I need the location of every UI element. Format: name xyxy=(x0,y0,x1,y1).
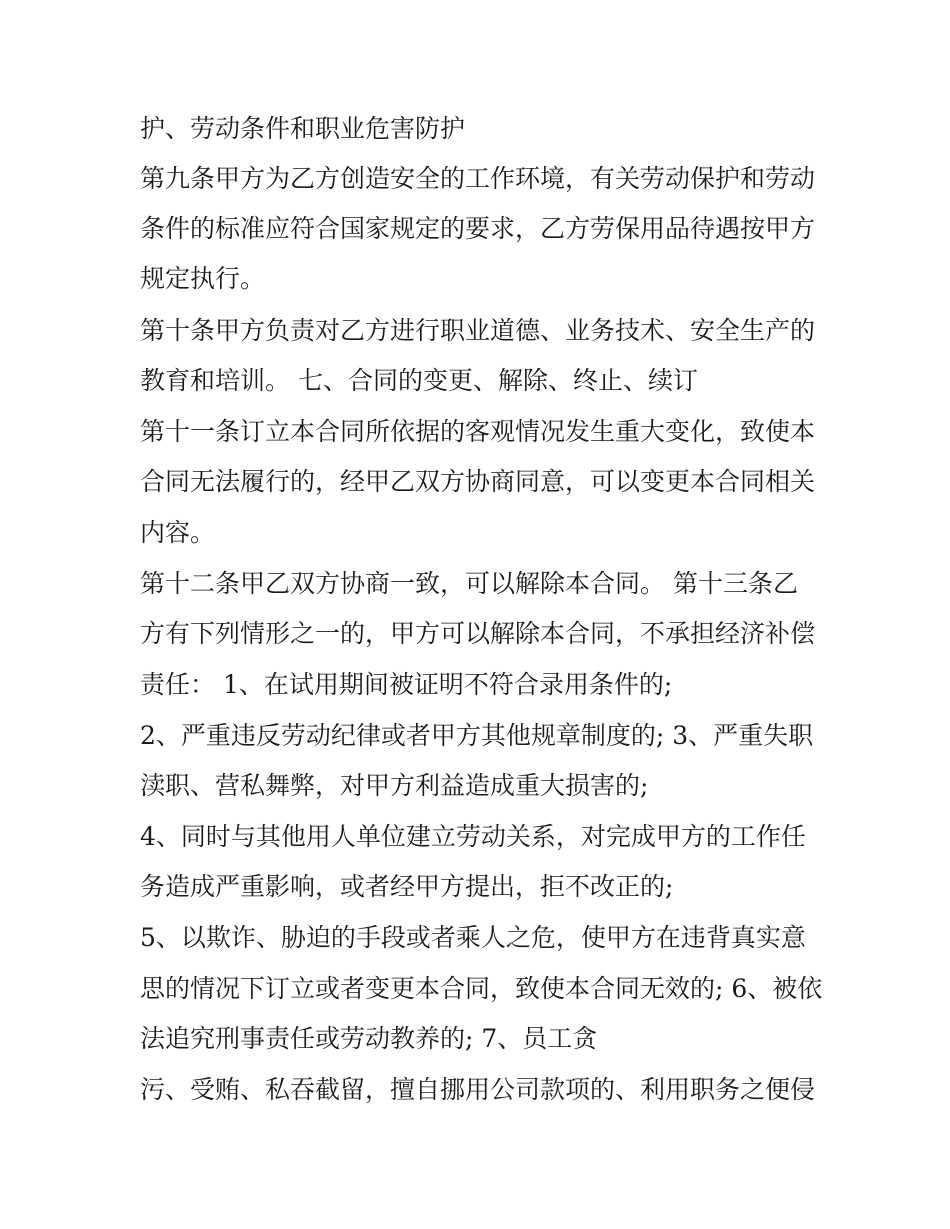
text-line: 渎职、营私舞弊，对甲方利益造成重大损害的; xyxy=(140,771,649,800)
text-line: 护、劳动条件和职业危害防护 xyxy=(140,114,466,143)
text-line: 内容。 xyxy=(140,518,216,547)
text-line: 第十二条甲乙双方协商一致，可以解除本合同。 第十三条乙 xyxy=(140,569,798,598)
text-line: 2、严重违反劳动纪律或者甲方其他规章制度的; 3、严重失职 xyxy=(140,721,814,750)
text-line: 第九条甲方为乙方创造安全的工作环境，有关劳动保护和劳动 xyxy=(140,164,816,193)
text-line: 条件的标准应符合国家规定的要求，乙方劳保用品待遇按甲方 xyxy=(140,214,816,243)
text-line: 第十条甲方负责对乙方进行职业道德、业务技术、安全生产的 xyxy=(140,316,816,345)
text-line: 思的情况下订立或者变更本合同，致使本合同无效的; 6、被依 xyxy=(140,974,823,1003)
text-line: 务造成严重影响，或者经甲方提出，拒不改正的; xyxy=(140,872,674,901)
text-line: 规定执行。 xyxy=(140,264,266,293)
text-line: 法追究刑事责任或劳动教养的; 7、员工贪 xyxy=(140,1024,598,1053)
text-line: 5、以欺诈、胁迫的手段或者乘人之危，使甲方在违背真实意 xyxy=(140,923,806,952)
text-line: 第十一条订立本合同所依据的客观情况发生重大变化，致使本 xyxy=(140,417,816,446)
text-line: 责任： 1、在试用期间被证明不符合录用条件的; xyxy=(140,670,673,699)
text-line: 教育和培训。 七、合同的变更、解除、终止、续订 xyxy=(140,366,698,395)
text-line: 4、同时与其他用人单位建立劳动关系，对完成甲方的工作任 xyxy=(140,822,806,851)
text-line: 污、受贿、私吞截留，擅自挪用公司款项的、利用职务之便侵 xyxy=(140,1075,816,1104)
text-line: 合同无法履行的，经甲乙双方协商同意，可以变更本合同相关 xyxy=(140,467,816,496)
text-line: 方有下列情形之一的，甲方可以解除本合同，不承担经济补偿 xyxy=(140,619,816,648)
